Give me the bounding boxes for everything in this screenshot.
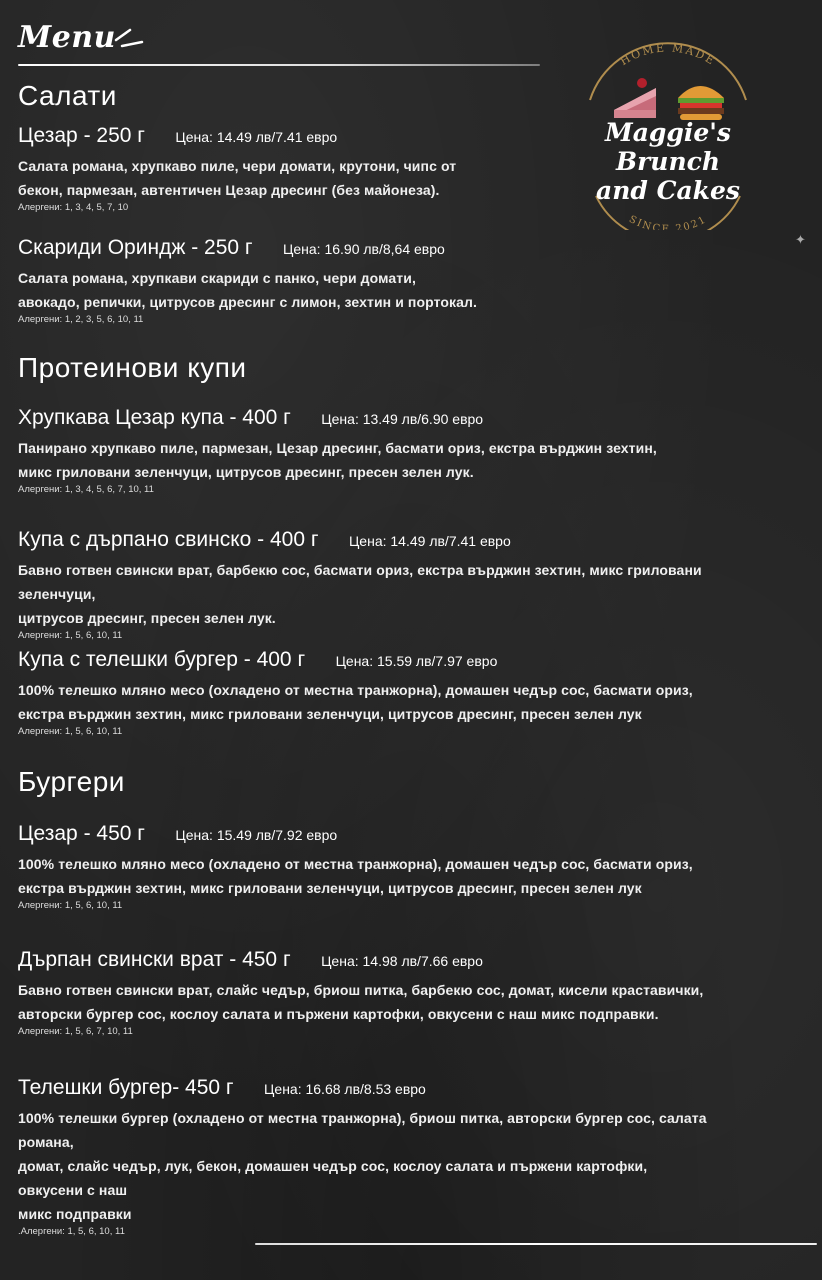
- item-allergens: Алергени: 1, 3, 4, 5, 6, 7, 10, 11: [18, 484, 154, 495]
- item-price: Цена: 13.49 лв/6.90 евро: [321, 411, 484, 427]
- logo-name-line2: and Cakes: [596, 176, 740, 205]
- logo-name-line1: Maggie's Brunch: [605, 118, 731, 176]
- menu-item: [18, 124, 708, 213]
- description-line: екстра върджин зехтин, микс гриловани зеленчуци, цитрусов дресинг, пресен зелен лук: [18, 706, 642, 722]
- item-price: Цена: 15.49 лв/7.92 евро: [175, 827, 338, 843]
- item-name: Купа с дърпано свинско - 400 г: [18, 528, 319, 551]
- description-line: 100% телешко мляно месо (охладено от местна транжорна), домашен чедър сос, басмати ориз,: [18, 856, 693, 872]
- item-name: Купа с телешки бургер - 400 г: [18, 648, 306, 671]
- item-description: [18, 678, 708, 726]
- item-description: [18, 558, 708, 630]
- top-divider: [18, 64, 540, 66]
- menu-label: Menu: [18, 20, 116, 55]
- menu-item: [18, 948, 708, 1037]
- menu-item: [18, 822, 708, 911]
- item-description: [18, 978, 708, 1026]
- description-line: домат, слайс чедър, лук, бекон, домашен чедър сос, кослоу салата и пържени картофки, овкусени с наш: [18, 1158, 648, 1198]
- description-line: микс подправки: [18, 1206, 132, 1222]
- svg-text:HOME MADE: [618, 41, 718, 68]
- item-description: [18, 266, 708, 314]
- item-price: Цена: 14.49 лв/7.41 евро: [348, 533, 511, 549]
- item-description: [18, 154, 708, 202]
- sparks-icon: [108, 22, 152, 52]
- description-line: 100% телешки бургер (охладено от местна транжорна), бриош питка, авторски бургер сос, салата романа,: [18, 1110, 707, 1150]
- cake-icon: [614, 78, 656, 118]
- section-title-salads: Салати: [18, 80, 117, 111]
- burger-icon: [678, 86, 724, 120]
- item-allergens: Алергени: 1, 5, 6, 10, 11: [18, 726, 123, 737]
- svg-text:SINCE 2021: [627, 214, 709, 230]
- item-price: Цена: 16.90 лв/8,64 евро: [283, 241, 445, 257]
- description-line: Бавно готвен свински врат, барбекю сос, басмати ориз, екстра върджин зехтин, микс гриловани зеленчуци,: [18, 562, 702, 602]
- description-line: бекон, пармезан, автентичен Цезар дресинг (без майонеза).: [18, 182, 440, 198]
- item-allergens: Алергени: 1, 2, 3, 5, 6, 10, 11: [18, 314, 144, 325]
- item-name: Цезар - 250 г: [18, 124, 145, 147]
- sparkle-icon: ✦: [795, 232, 806, 247]
- description-line: авторски бургер сос, кослоу салата и пържени картофки, овкусени с наш микс подправки.: [18, 1006, 659, 1022]
- item-name: Скариди Ориндж - 250 г: [18, 236, 253, 259]
- description-line: авокадо, репички, цитрусов дресинг с лимон, зехтин и портокал.: [18, 294, 477, 310]
- item-price: Цена: 15.59 лв/7.97 евро: [335, 653, 498, 669]
- item-description: [18, 852, 708, 900]
- item-name: Дърпан свински врат - 450 г: [18, 948, 291, 971]
- logo-arc-bottom: SINCE 2021: [626, 213, 710, 230]
- menu-item: [18, 236, 708, 325]
- item-price: Цена: 16.68 лв/8.53 евро: [264, 1081, 426, 1097]
- item-description: [18, 1106, 708, 1226]
- description-line: Бавно готвен свински врат, слайс чедър, бриош питка, барбекю сос, домат, кисели краставички,: [18, 982, 704, 998]
- description-line: екстра върджин зехтин, микс гриловани зеленчуци, цитрусов дресинг, пресен зелен лук: [18, 880, 642, 896]
- description-line: Панирано хрупкаво пиле, пармезан, Цезар дресинг, басмати ориз, екстра върджин зехтин,: [18, 440, 657, 456]
- item-price: Цена: 14.98 лв/7.66 евро: [321, 953, 483, 969]
- item-price: Цена: 14.49 лв/7.41 евро: [175, 129, 338, 145]
- description-line: цитрусов дресинг, пресен зелен лук.: [18, 610, 276, 626]
- item-allergens: .Алергени: 1, 5, 6, 10, 11: [18, 1226, 125, 1237]
- menu-item: [18, 406, 708, 495]
- section-title-protein-bowls: Протеинови купи: [18, 352, 247, 383]
- item-allergens: Алергени: 1, 5, 6, 10, 11: [18, 630, 123, 641]
- description-line: Салата романа, хрупкави скариди с панко, чери домати,: [18, 270, 416, 286]
- item-allergens: Алергени: 1, 3, 4, 5, 7, 10: [18, 202, 129, 213]
- menu-heading: [18, 20, 116, 55]
- menu-item: [18, 528, 708, 641]
- item-description: [18, 436, 708, 484]
- item-name: Хрупкава Цезар купа - 400 г: [18, 406, 291, 429]
- menu-item: [18, 1076, 708, 1237]
- item-allergens: Алергени: 1, 5, 6, 7, 10, 11: [18, 1026, 133, 1037]
- description-line: Салата романа, хрупкаво пиле, чери домати, крутони, чипс от: [18, 158, 457, 174]
- description-line: микс гриловани зеленчуци, цитрусов дресинг, пресен зелен лук.: [18, 464, 474, 480]
- menu-item: [18, 648, 708, 737]
- description-line: 100% телешко мляно месо (охладено от местна транжорна), домашен чедър сос, басмати ориз,: [18, 682, 693, 698]
- item-name: Цезар - 450 г: [18, 822, 145, 845]
- item-name: Телешки бургер- 450 г: [18, 1076, 234, 1099]
- bottom-divider: [255, 1243, 817, 1245]
- item-allergens: Алергени: 1, 5, 6, 10, 11: [18, 900, 123, 911]
- logo-arc-top: HOME MADE: [617, 41, 719, 69]
- section-title-burgers: Бургери: [18, 766, 125, 797]
